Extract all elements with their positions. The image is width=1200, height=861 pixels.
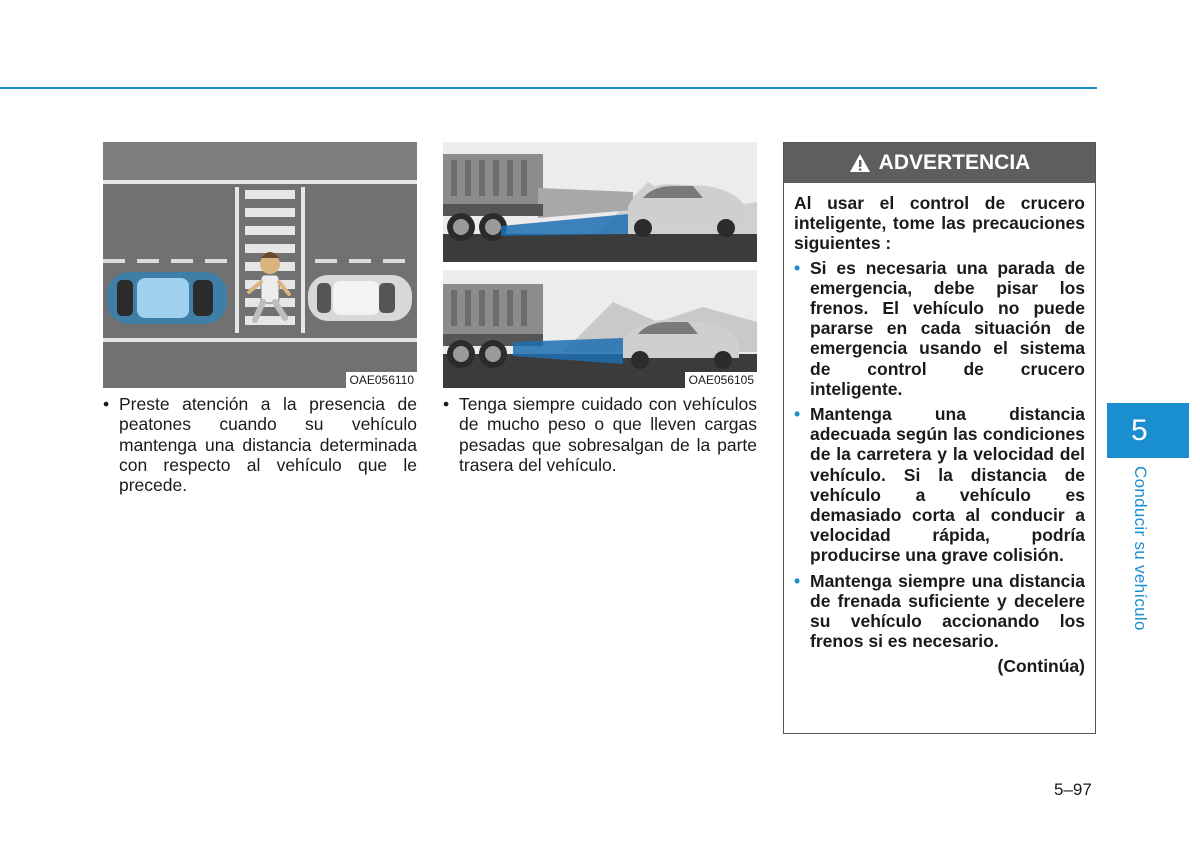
bullet-dot: • bbox=[794, 404, 801, 425]
figure-code: OAE056110 bbox=[346, 372, 418, 388]
bullet-dot: • bbox=[794, 257, 801, 278]
heavy-load-note-text: Tenga siempre cuidado con vehículos de mucho peso o que lleven cargas pesadas que sobresalgan de la parte trasera del vehículo. bbox=[459, 394, 757, 475]
warning-item-text: Mantenga una distancia adecuada según las condiciones de la carretera y la velocidad del vehículo. Si la distancia de vehículo a vehículo es demasiado corta al conducir a velocidad rápida, podría producirse una grave colisión. bbox=[810, 404, 1085, 566]
warning-header bbox=[784, 143, 1095, 183]
warning-item-text: Mantenga siempre una distancia de frenada suficiente y decelere su vehículo accionando los frenos si es necesario. bbox=[810, 570, 1085, 652]
bullet-dot: • bbox=[443, 394, 450, 414]
figure-code: OAE056105 bbox=[685, 372, 757, 388]
pedestrian-note-text: Preste atención a la presencia de peatones cuando su vehículo mantenga una distancia determinada con respecto al vehículo que le precede. bbox=[119, 394, 417, 496]
bullet-dot: • bbox=[103, 394, 110, 414]
warning-box bbox=[783, 142, 1096, 734]
header-rule bbox=[0, 87, 1097, 89]
pedestrian-note bbox=[103, 394, 417, 495]
warning-item-text: Si es necesaria una parada de emergencia, debe pisar los frenos. El vehículo no puede pararse en cada situación de emergencia usando el sistema de control de crucero inteligente. bbox=[810, 257, 1085, 399]
heavy-load-note bbox=[443, 394, 757, 475]
continued-label: (Continúa) bbox=[997, 656, 1085, 677]
crosswalk-illustration bbox=[103, 142, 417, 388]
warning-item bbox=[794, 571, 1085, 652]
warning-intro: Al usar el control de crucero inteligente, tome las precauciones siguientes : bbox=[794, 193, 1085, 254]
warning-item bbox=[794, 258, 1085, 399]
truck-load-illustration bbox=[443, 142, 757, 388]
warning-title: ADVERTENCIA bbox=[878, 151, 1031, 174]
warning-body bbox=[784, 183, 1095, 677]
pedestrian-crossing-figure bbox=[103, 142, 417, 388]
heavy-load-figure bbox=[443, 142, 757, 388]
warning-item bbox=[794, 404, 1085, 566]
bullet-dot: • bbox=[794, 570, 801, 591]
chapter-number: 5 bbox=[1131, 413, 1148, 447]
chapter-title: Conducir su vehículo bbox=[1131, 466, 1150, 631]
warning-triangle-icon bbox=[849, 153, 871, 173]
chapter-tab bbox=[1107, 403, 1189, 458]
page-number: 5–97 bbox=[1054, 780, 1092, 799]
